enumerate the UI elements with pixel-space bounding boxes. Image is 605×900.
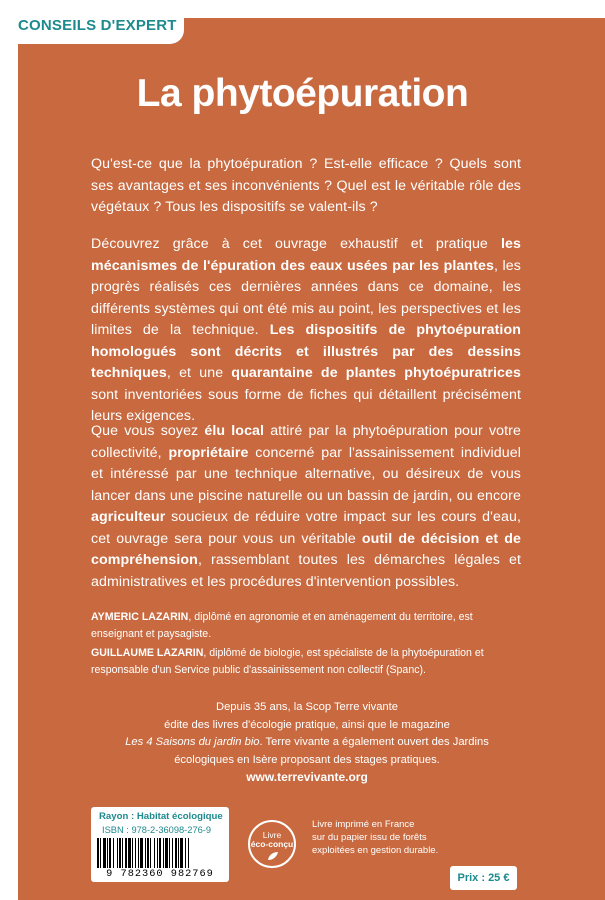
author-bio: AYMERIC LAZARIN, diplômé en agronomie et en aménagement du territoire, est enseignant et paysagiste. [91,611,473,640]
shelf-category: Rayon : Habitat écologique [99,811,223,822]
barcode-bar [172,838,173,868]
barcode-bar [180,838,183,868]
book-title: La phytoépuration [136,72,469,115]
barcode-bar [97,838,99,868]
author-name: AYMERIC LAZARIN [91,611,189,623]
barcode-bar [178,838,179,868]
barcode-bar [169,838,170,868]
eco-statement: Livre imprimé en France sur du papier issu de forêts exploitées en gestion durable. [312,819,439,856]
barcode-bar [138,838,139,868]
barcode-bar [150,838,151,868]
authors-section [91,609,523,681]
barcode-bar [159,838,161,868]
description-paragraph: Découvrez grâce à cet ouvrage exhaustif et pratique les mécanismes de l'épuration des eaux usées par les plantes, les progrès réalisés ces dernières années dans ce domaine, les différents systèmes qui ont été mis au point, les perspectives et les limites de la technique. Les dispositifs de phytoépuration homologués sont décrits et illustrés par des dessins techniques, et une quarantaine de plantes phytoépuratrices sont inventoriées sous forme de fiches qui détaillent précisément leurs exigences. [91,236,521,424]
barcode-bar [132,838,133,868]
barcode-bar [117,838,118,868]
barcode-bar [109,838,111,868]
series-label: CONSEILS D'EXPERT [18,17,177,34]
leaf-icon [267,851,279,861]
barcode-bar [175,838,177,868]
series-tag [0,0,184,44]
audience-paragraph: Que vous soyez élu local attiré par la phytoépuration pour votre collectivité, propriétaire concerné par l'assainissement individuel et intéressé par une technique alternative, ou désireux de vous lancer dans une piscine naturelle ou un bassin de jardin, ou encore agriculteur soucieux de réduire votre impact sur les cours d'eau, cet ouvrage sera pour vous un véritable outil de décision et de compréhension, rassemblant toutes les démarches légales et administratives et les procédures d'intervention possibles. [91,423,522,590]
barcode-bar [100,838,101,868]
barcode-bar [107,838,108,868]
barcode-bar [125,838,127,868]
isbn: ISBN : 978-2-36098-276-9 [102,825,212,835]
barcode-bar [119,838,121,868]
intro-paragraph: Qu'est-ce que la phytoépuration ? Est-elle efficace ? Quels sont ses avantages et ses inconvénients ? Quel est le véritable rôle des végétaux ? Tous les dispositifs se valent-ils ? [91,156,521,215]
eco-label-badge: Livre éco-conçu [248,820,296,868]
highlight-mechanisms: les mécanismes de l'épuration des eaux usées par les plantes [91,236,521,274]
barcode-icon [97,838,223,868]
magazine-title: Les 4 Saisons du jardin bio [125,736,260,748]
barcode-bar [163,838,164,868]
barcode-bar [140,838,143,868]
barcode-bar [128,838,131,868]
publisher-url[interactable]: www.terrevivante.org [246,770,368,784]
author-name: GUILLAUME LAZARIN [91,647,204,659]
barcode-bar [145,838,146,868]
barcode-bar [135,838,136,868]
highlight-plants: quarantaine de plantes phytoépuratrices [231,365,521,381]
highlight-elu: élu local [204,423,265,439]
barcode-bar [165,838,168,868]
price-tag: Prix : 25 € [450,866,517,890]
barcode-bar [113,838,114,868]
barcode-bar [185,838,186,868]
publisher-info: Depuis 35 ans, la Scop Terre vivante édite des livres d'écologie pratique, ainsi que le magazine Les 4 Saisons du jardin bio. Terre vivante a également ouvert des Jardins écologiques en Isère proposant des stages pratiques. www.terrevivante.org [91,699,523,787]
barcode-bar [122,838,123,868]
author-bio: GUILLAUME LAZARIN, diplômé de biologie, est spécialiste de la phytoépuration et responsable d'un Service public d'assainissement non collectif (Spanc). [91,647,484,676]
barcode-bar [157,838,158,868]
highlight-outil: outil de décision et de compréhension [91,530,521,568]
barcode-bar [147,838,149,868]
barcode-label [91,807,229,882]
ean-number: 9 782360 982769 [106,868,214,880]
barcode-bar [103,838,106,868]
barcode-bar [188,838,189,868]
highlight-devices: Les dispositifs de phytoépuration homologués sont décrits et illustrés par des dessins techniques [91,322,521,381]
highlight-proprietaire: propriétaire [168,444,249,461]
highlight-agriculteur: agriculteur [91,509,166,525]
barcode-bar [154,838,155,868]
